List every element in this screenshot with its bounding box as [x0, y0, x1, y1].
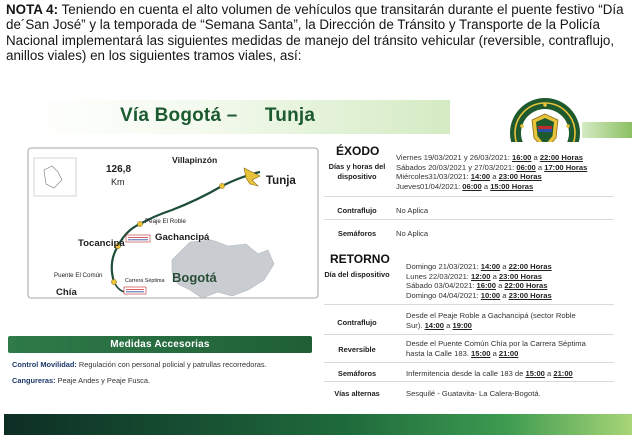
contraflujo-marker [126, 235, 150, 242]
retorno-contraflujo-line-1: Desde el Peaje Roble a Gachancipá (sector Roble [406, 311, 576, 320]
label-puente-comun: Puente El Común [54, 272, 103, 279]
footer-color-bar [4, 414, 632, 435]
reversible-marker [124, 287, 146, 294]
infographic-slide [4, 92, 632, 437]
exodo-days-label: Días y horas del dispositivo [328, 162, 386, 181]
exodo-day-2: Sábados 20/03/2021 y 27/03/2021: 06:00 a 17:00 Horas [396, 162, 588, 172]
retorno-day-3: Sábado 03/04/2021: 16:00 a 22:00 Horas [406, 281, 548, 291]
route-title [120, 105, 315, 127]
retorno-panel [320, 250, 618, 410]
label-peaje-roble: Peaje El Roble [145, 218, 186, 225]
marker-peaje-roble [137, 221, 142, 226]
intro-lead: NOTA 4: [6, 2, 59, 17]
exodo-panel [320, 142, 618, 242]
retorno-separator-1 [324, 304, 614, 305]
retorno-vias-label: Vías alternas [334, 389, 380, 398]
retorno-separator-3 [324, 362, 614, 363]
retorno-separator-2 [324, 334, 614, 335]
distance-value: 126,8 [106, 164, 132, 175]
retorno-contraflujo-label: Contraflujo [337, 318, 377, 327]
medidas-control-label: Control Movilidad: [12, 360, 77, 369]
retorno-semaforos-label: Semáforos [337, 369, 377, 378]
exodo-day-1: Viernes 19/03/2021 y 26/03/2021: 16:00 a 22:00 Horas [396, 153, 583, 162]
retorno-separator-4 [324, 381, 614, 382]
exodo-day-3: Miércoles31/03/2021: 14:00 a 23:00 Horas [396, 172, 542, 182]
exodo-contraflujo-label: Contraflujo [337, 206, 377, 215]
retorno-title: RETORNO [330, 252, 390, 266]
label-tocancipa: Tocancipá [78, 238, 125, 249]
exodo-contraflujo-value: No Aplica [396, 206, 429, 215]
label-carrera-septima: Carrera Séptima [125, 278, 165, 284]
medidas-cangureras-label: Cangureras: [12, 376, 56, 385]
exodo-separator-2 [324, 219, 614, 220]
route-title-to: Tunja [264, 105, 316, 126]
intro-text: Teniendo en cuenta el alto volumen de vehículos que transitarán durante el puente festivo “Día de´San José” y la temporada de “Semana Santa”, la Dirección de Tránsito y Transporte de la Policía Nacional implementará las siguientes medidas de manejo del tránsito vehicular (reversible, contraflujo, anillos viales) en los siguientes tramos viales, así: [6, 2, 624, 63]
label-bogota: Bogotá [172, 270, 217, 285]
label-tunja: Tunja [266, 175, 296, 187]
medidas-control-text: Regulación con personal policial y patrullas recorredoras. [76, 360, 267, 369]
exodo-separator-1 [324, 196, 614, 197]
retorno-day-1: Domingo 21/03/2021: 14:00 a 22:00 Horas [406, 262, 552, 271]
exodo-title: ÉXODO [336, 144, 380, 158]
retorno-reversible-label: Reversible [338, 345, 376, 354]
exodo-semaforos-label: Semáforos [337, 229, 377, 238]
route-title-from: Vía Bogotá – [120, 105, 238, 126]
medidas-cangureras [12, 376, 150, 385]
route-map [22, 142, 322, 340]
medidas-cangureras-text: Peaje Andes y Peaje Fusca. [55, 376, 151, 385]
medidas-control [12, 360, 267, 369]
retorno-reversible-line-1: Desde el Puente Común Chía por la Carrera Séptima [406, 339, 586, 348]
intro-paragraph [6, 2, 632, 63]
retorno-days-label: Día del dispositivo [324, 270, 390, 279]
label-gachancipa: Gachancipá [155, 232, 210, 243]
label-villapinzon: Villapinzón [172, 155, 218, 165]
marker-puente-comun [111, 279, 116, 284]
retorno-reversible-line-2: hasta la Calle 183. 15:00 a 21:00 [406, 349, 519, 358]
retorno-vias-value: Sesquilé - Guatavita- La Calera-Bogotá. [406, 389, 541, 398]
map-inset [34, 158, 76, 196]
retorno-contraflujo-line-2: Sur). 14:00 a 19:00 [406, 321, 472, 330]
medidas-title-bar [8, 336, 312, 353]
marker-villapinzon [219, 183, 224, 188]
retorno-day-4: Domingo 04/04/2021: 10:00 a 23:00 Horas [406, 291, 552, 301]
retorno-day-2: Lunes 22/03/2021: 12:00 a 23:00 Horas [406, 271, 542, 281]
label-chia: Chía [56, 287, 77, 298]
exodo-semaforos-value: No Aplica [396, 229, 429, 238]
title-band-tail [582, 122, 632, 138]
exodo-day-4: Jueves01/04/2021: 06:00 a 15:00 Horas [396, 182, 534, 192]
distance-unit: Km [111, 177, 125, 187]
retorno-semaforos-value: Infermitencia desde la calle 183 de 15:00 a 21:00 [406, 369, 573, 378]
medidas-title: Medidas Accesorias [110, 339, 210, 350]
